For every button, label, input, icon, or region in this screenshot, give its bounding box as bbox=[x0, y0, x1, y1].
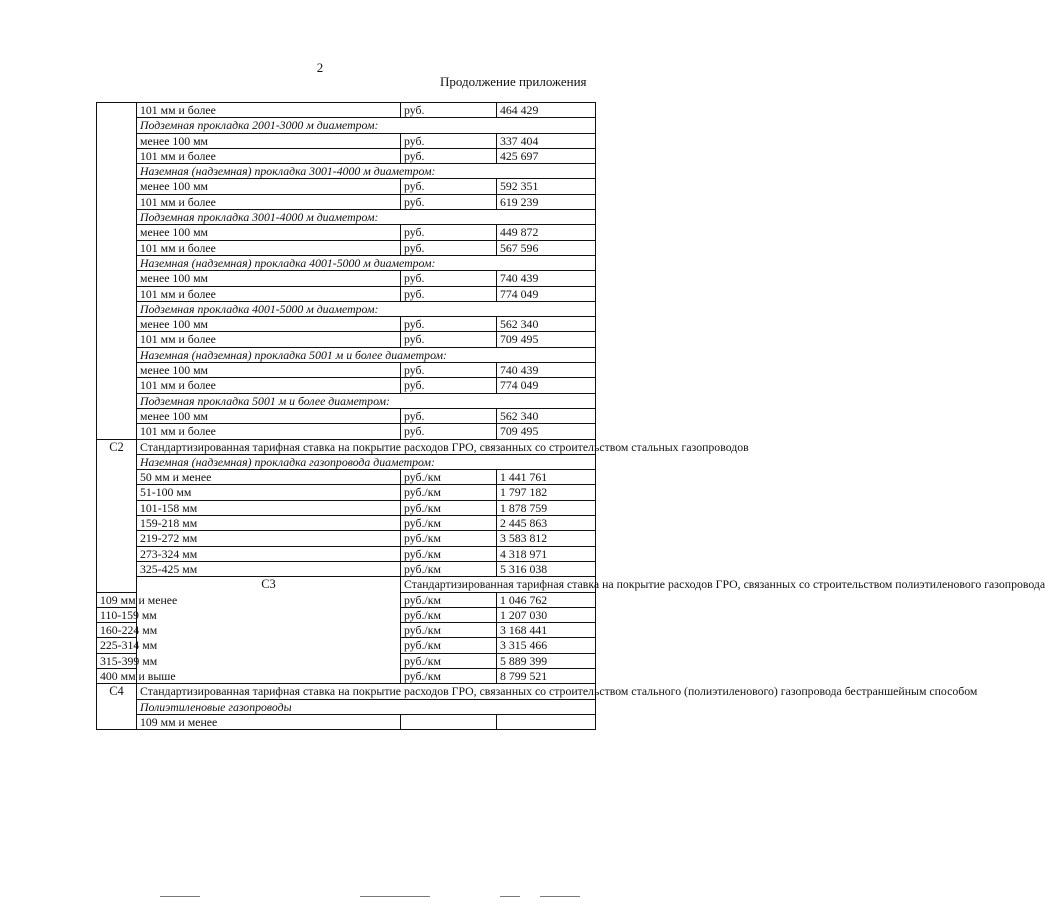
tariff-table-body bbox=[97, 103, 1045, 730]
price-cell: 1 441 761 bbox=[497, 470, 596, 485]
table-row bbox=[97, 194, 596, 209]
unit-cell: руб./км bbox=[401, 470, 497, 485]
price-cell: 5 889 399 bbox=[497, 653, 596, 668]
diameter-cell: менее 100 мм bbox=[137, 363, 401, 378]
table-row bbox=[97, 378, 596, 393]
diameter-cell: 50 мм и менее bbox=[137, 470, 401, 485]
price-cell: 562 340 bbox=[497, 408, 596, 423]
page-number: 2 bbox=[316, 60, 324, 75]
description-row bbox=[97, 684, 596, 699]
section-title: Наземная (надземная) прокладка 5001 м и более диаметром: bbox=[137, 347, 596, 362]
section-header-row bbox=[97, 699, 596, 714]
table-row bbox=[97, 516, 596, 531]
description-row bbox=[97, 577, 596, 592]
diameter-cell: 101 мм и более bbox=[137, 424, 401, 439]
diameter-cell: 101 мм и более bbox=[137, 103, 401, 118]
price-cell: 3 168 441 bbox=[497, 623, 596, 638]
diameter-cell: 101-158 мм bbox=[137, 500, 401, 515]
group-code-cell: C3 bbox=[137, 577, 401, 684]
table-row bbox=[97, 240, 596, 255]
diameter-cell: 109 мм и менее bbox=[137, 714, 401, 729]
section-header-row bbox=[97, 164, 596, 179]
unit-cell: руб./км bbox=[401, 638, 497, 653]
diameter-cell: 101 мм и более bbox=[137, 378, 401, 393]
diameter-cell: 51-100 мм bbox=[137, 485, 401, 500]
section-header-row bbox=[97, 454, 596, 469]
unit-cell: руб./км bbox=[401, 561, 497, 576]
unit-cell: руб. bbox=[401, 286, 497, 301]
unit-cell: руб./км bbox=[401, 623, 497, 638]
group-code-cell: C4 bbox=[97, 684, 137, 730]
diameter-cell: 109 мм и менее bbox=[97, 592, 137, 607]
section-title: Подземная прокладка 5001 м и более диаметром: bbox=[137, 393, 596, 408]
footer-scan-marks bbox=[0, 896, 640, 902]
unit-cell: руб. bbox=[401, 408, 497, 423]
diameter-cell: 110-159 мм bbox=[97, 607, 137, 622]
unit-cell: руб./км bbox=[401, 653, 497, 668]
unit-cell: руб./км bbox=[401, 668, 497, 683]
price-cell: 2 445 863 bbox=[497, 516, 596, 531]
unit-cell: руб./км bbox=[401, 546, 497, 561]
section-header-row bbox=[97, 118, 596, 133]
table-row bbox=[97, 714, 596, 729]
unit-cell: руб./км bbox=[401, 516, 497, 531]
section-title: Наземная (надземная) прокладка 3001-4000 м диаметром: bbox=[137, 164, 596, 179]
unit-cell: руб./км bbox=[401, 607, 497, 622]
unit-cell: руб./км bbox=[401, 531, 497, 546]
price-cell: 567 596 bbox=[497, 240, 596, 255]
price-cell: 740 439 bbox=[497, 271, 596, 286]
table-row bbox=[97, 179, 596, 194]
tariff-table bbox=[96, 102, 1045, 730]
diameter-cell: 400 мм и выше bbox=[97, 668, 137, 683]
price-cell: 4 318 971 bbox=[497, 546, 596, 561]
table-row bbox=[97, 133, 596, 148]
table-row bbox=[97, 470, 596, 485]
table-row bbox=[97, 148, 596, 163]
section-header-row bbox=[97, 210, 596, 225]
diameter-cell: 101 мм и более bbox=[137, 332, 401, 347]
diameter-cell: 101 мм и более bbox=[137, 286, 401, 301]
unit-cell: руб./км bbox=[401, 592, 497, 607]
section-title: Подземная прокладка 4001-5000 м диаметром: bbox=[137, 301, 596, 316]
table-row bbox=[97, 546, 596, 561]
section-header-row bbox=[97, 347, 596, 362]
description-row bbox=[97, 439, 596, 454]
diameter-cell: менее 100 мм bbox=[137, 317, 401, 332]
price-cell: 464 429 bbox=[497, 103, 596, 118]
price-cell: 5 316 038 bbox=[497, 561, 596, 576]
table-row bbox=[97, 317, 596, 332]
price-cell: 1 878 759 bbox=[497, 500, 596, 515]
table-row bbox=[97, 424, 596, 439]
section-title: Подземная прокладка 2001-3000 м диаметром: bbox=[137, 118, 596, 133]
diameter-cell: 219-272 мм bbox=[137, 531, 401, 546]
unit-cell: руб. bbox=[401, 240, 497, 255]
table-row bbox=[97, 561, 596, 576]
table-row bbox=[97, 363, 596, 378]
price-cell: 3 583 812 bbox=[497, 531, 596, 546]
diameter-cell: 101 мм и более bbox=[137, 240, 401, 255]
unit-cell: руб. bbox=[401, 332, 497, 347]
rate-description: Стандартизированная тарифная ставка на покрытие расходов ГРО, связанных со строительством стальных газопроводов bbox=[137, 439, 596, 454]
diameter-cell: менее 100 мм bbox=[137, 133, 401, 148]
table-row bbox=[97, 531, 596, 546]
unit-cell: руб. bbox=[401, 225, 497, 240]
table-row bbox=[97, 103, 596, 118]
unit-cell: руб. bbox=[401, 317, 497, 332]
price-cell: 1 207 030 bbox=[497, 607, 596, 622]
unit-cell: руб. bbox=[401, 363, 497, 378]
unit-cell: руб. bbox=[401, 133, 497, 148]
section-header-row bbox=[97, 393, 596, 408]
section-title: Полиэтиленовые газопроводы bbox=[137, 699, 596, 714]
unit-cell: руб. bbox=[401, 378, 497, 393]
diameter-cell: 160-224 мм bbox=[97, 623, 137, 638]
group-code-cell: C2 bbox=[97, 439, 137, 592]
table-row bbox=[97, 500, 596, 515]
diameter-cell: 325-425 мм bbox=[137, 561, 401, 576]
price-cell: 709 495 bbox=[497, 332, 596, 347]
table-row bbox=[97, 332, 596, 347]
price-cell: 449 872 bbox=[497, 225, 596, 240]
price-cell: 619 239 bbox=[497, 194, 596, 209]
rate-description: Стандартизированная тарифная ставка на покрытие расходов ГРО, связанных со строительством полиэтиленового газопровода bbox=[401, 577, 596, 592]
continuation-label: Продолжение приложения bbox=[440, 74, 587, 89]
section-header-row bbox=[97, 255, 596, 270]
section-title: Наземная (надземная) прокладка газопровода диаметром: bbox=[137, 454, 596, 469]
price-cell: 425 697 bbox=[497, 148, 596, 163]
diameter-cell: 273-324 мм bbox=[137, 546, 401, 561]
unit-cell: руб. bbox=[401, 179, 497, 194]
section-title: Наземная (надземная) прокладка 4001-5000 м диаметром: bbox=[137, 255, 596, 270]
price-cell: 774 049 bbox=[497, 378, 596, 393]
diameter-cell: 101 мм и более bbox=[137, 148, 401, 163]
diameter-cell: 315-399 мм bbox=[97, 653, 137, 668]
table-row bbox=[97, 286, 596, 301]
unit-cell: руб. bbox=[401, 424, 497, 439]
price-cell: 709 495 bbox=[497, 424, 596, 439]
rate-description: Стандартизированная тарифная ставка на покрытие расходов ГРО, связанных со строительством стального (полиэтиленового) газопровода бестраншейным способом bbox=[137, 684, 596, 699]
section-header-row bbox=[97, 301, 596, 316]
unit-cell: руб. bbox=[401, 271, 497, 286]
diameter-cell: менее 100 мм bbox=[137, 225, 401, 240]
price-cell: 8 799 521 bbox=[497, 668, 596, 683]
diameter-cell: 159-218 мм bbox=[137, 516, 401, 531]
price-cell: 1 797 182 bbox=[497, 485, 596, 500]
unit-cell: руб. bbox=[401, 103, 497, 118]
unit-cell bbox=[401, 714, 497, 729]
unit-cell: руб. bbox=[401, 148, 497, 163]
diameter-cell: менее 100 мм bbox=[137, 408, 401, 423]
diameter-cell: менее 100 мм bbox=[137, 179, 401, 194]
price-cell: 774 049 bbox=[497, 286, 596, 301]
price-cell bbox=[497, 714, 596, 729]
unit-cell: руб. bbox=[401, 194, 497, 209]
price-cell: 562 340 bbox=[497, 317, 596, 332]
unit-cell: руб./км bbox=[401, 500, 497, 515]
table-row bbox=[97, 408, 596, 423]
unit-cell: руб./км bbox=[401, 485, 497, 500]
table-row bbox=[97, 271, 596, 286]
table-row bbox=[97, 225, 596, 240]
diameter-cell: 225-314 мм bbox=[97, 638, 137, 653]
group-code-cell bbox=[97, 103, 137, 440]
price-cell: 592 351 bbox=[497, 179, 596, 194]
price-cell: 337 404 bbox=[497, 133, 596, 148]
price-cell: 1 046 762 bbox=[497, 592, 596, 607]
price-cell: 740 439 bbox=[497, 363, 596, 378]
diameter-cell: 101 мм и более bbox=[137, 194, 401, 209]
price-cell: 3 315 466 bbox=[497, 638, 596, 653]
section-title: Подземная прокладка 3001-4000 м диаметром: bbox=[137, 210, 596, 225]
diameter-cell: менее 100 мм bbox=[137, 271, 401, 286]
table-row bbox=[97, 485, 596, 500]
